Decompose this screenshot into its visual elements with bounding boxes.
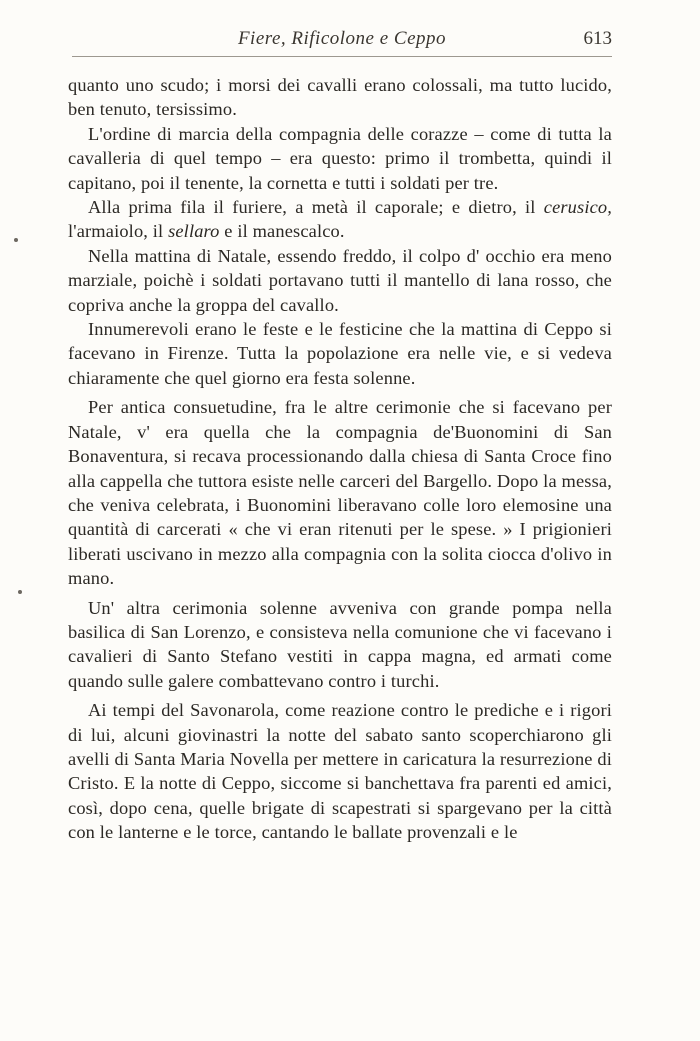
paragraph: L'ordine di marcia della compagnia delle corazze – come di tutta la cavalleria di quel tempo – era questo: primo il trombetta, quindi il capitano, poi il tenente, la cornetta e tutti i soldati per tre. xyxy=(68,123,612,193)
paragraph: Per antica consuetudine, fra le altre cerimonie che si facevano per Natale, v' era quella che la compagnia de'Buonomini di San Bonaventura, si recava processionando dalla chiesa di Santa Croce fino alla cappella che tuttora esiste nelle carceri del Bargello. Dopo la messa, che veniva celebrata, i Buonomini liberavano colle loro elemosine una quantità di carcerati « che vi eran ritenuti per le spese. » I prigionieri liberati uscivano in mezzo alla compagnia con la solita ciocca d'olivo in mano. xyxy=(68,397,612,589)
margin-speck xyxy=(14,238,18,242)
body-text xyxy=(68,73,612,845)
paragraph: quanto uno scudo; i morsi dei cavalli erano colossali, ma tutto lucido, ben tenuto, tersissimo. xyxy=(68,75,612,120)
paragraph: Innumerevoli erano le feste e le festicine che la mattina di Ceppo si facevano in Firenze. Tutta la popolazione era nelle vie, e si vedeva chiaramente che quel giorno era festa solenne. xyxy=(68,319,612,388)
paragraph: Un' altra cerimonia solenne avveniva con grande pompa nella basilica di San Lorenzo, e consisteva nella comunione che vi facevano i cavalieri di Santo Stefano vestiti in cappa magna, ed armati come quando sulle galere combattevano contro i turchi. xyxy=(68,597,612,691)
italic-word: cerusico, xyxy=(543,197,612,218)
margin-speck xyxy=(18,590,22,594)
paragraph: Ai tempi del Savonarola, come reazione contro le prediche e i rigori di lui, alcuni giovinastri la notte del sabato santo scoperchiarono gli avelli di Santa Maria Novella per mettere in caricatura la resurrezione di Cristo. E la notte di Ceppo, siccome si banchettava fra parenti ed amici, così, dopo cena, quelle brigate di scapestrati si spargevano per la città con le lanterne e le torce, cantando le ballate provenzali e le xyxy=(68,700,612,843)
paragraph-text: l'armaiolo, il xyxy=(68,221,169,242)
page-number: 613 xyxy=(583,28,612,49)
paragraph-text: Alla prima fila il furiere, a metà il caporale; e dietro, il xyxy=(88,197,544,218)
paragraph-text: e il manescalco. xyxy=(219,221,345,242)
italic-word: sellaro xyxy=(168,221,220,242)
paragraph xyxy=(68,195,612,244)
running-title: Fiere, Rificolone e Ceppo xyxy=(237,28,447,49)
paragraph: Nella mattina di Natale, essendo freddo, il colpo d' occhio era meno marziale, poichè i soldati portavano tutti il mantello di lana rosso, che copriva anche la groppa del cavallo. xyxy=(68,245,612,315)
page-header xyxy=(72,24,612,57)
